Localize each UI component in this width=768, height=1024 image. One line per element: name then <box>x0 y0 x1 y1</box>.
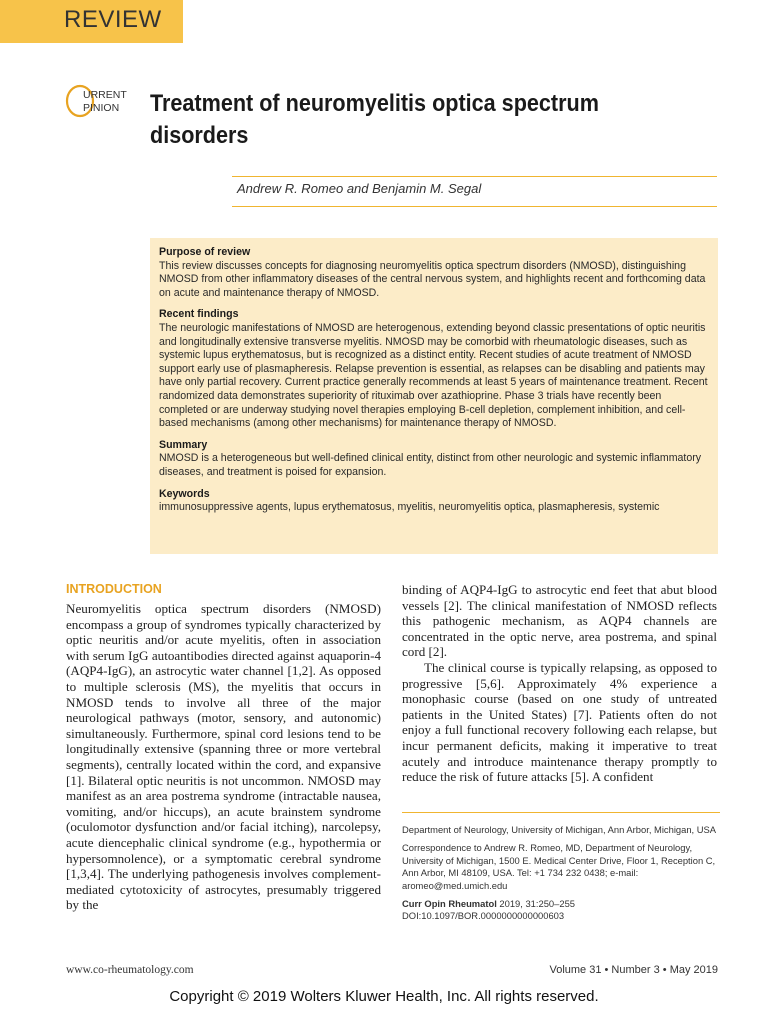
keywords-text: immunosuppressive agents, lupus erythematosus, myelitis, neuromyelitis optica, plasmapheresis, systemic <box>159 501 660 514</box>
article-title: Treatment of neuromyelitis optica spectrum disorders <box>150 90 599 149</box>
findings-heading: Recent findings <box>159 308 239 321</box>
citation-line <box>402 898 720 910</box>
correspondence-text: Correspondence to Andrew R. Romeo, MD, Department of Neurology, University of Michigan, 1500 E. Medical Center Drive, Floor 1, Reception C, Ann Arbor, MI 48109, USA. Tel: +1 734 232 0438; e-mail: aromeo@med.umich.edu <box>402 842 716 891</box>
journal-website-link[interactable]: www.co-rheumatology.com <box>66 964 194 976</box>
summary-heading: Summary <box>159 438 208 451</box>
findings-text: The neurologic manifestations of NMOSD are heterogenous, extending beyond classic presentations of optic neuritis and longitudinally extensive transverse myelitis. NMOSD may be comorbid with rheumatologic diseases, such as systemic lupus erythematosus, but is recognized as a distinct entity. Recent studies of acute treatment of NMOSD support early use of plasmapheresis. Relapse prevention is essential, as relapses can be disabling and patients may have only partial recovery. Current practice generally recommends at least 5 years of maintenance treatment. Recent randomized data demonstrates superiority of rituximab over azathioprine. Phase 3 trials have recently been completed or are underway studying novel therapies employing B-cell depletion, complement inhibition, and cell-based mechanisms (among other mechanisms) for maintenance therapy of NMOSD. <box>159 321 708 430</box>
body-column-left <box>66 582 381 913</box>
purpose-heading: Purpose of review <box>159 246 251 258</box>
svg-text:URRENT: URRENT <box>83 89 127 101</box>
body-column-right <box>402 582 717 785</box>
keywords-heading: Keywords <box>159 487 210 500</box>
section-tab <box>0 0 183 43</box>
author-rule-top <box>232 176 717 177</box>
body-paragraph: binding of AQP4-IgG to astrocytic end feet that abut blood vessels [2]. The clinical manifestation of NMOSD reflects this pathogenic mechanism, as AQP4 channels are concentrated in the optic nerve, area postrema, and spinal cord [2]. <box>402 582 717 660</box>
issue-info: Volume 31 • Number 3 • May 2019 <box>549 964 718 976</box>
copyright-notice: Copyright © 2019 Wolters Kluwer Health, Inc. All rights reserved. <box>169 988 599 1005</box>
journal-name: Curr Opin Rheumatol <box>402 898 497 910</box>
introduction-heading: INTRODUCTION <box>66 582 162 596</box>
citation-details: 2019, 31:250–255 <box>499 898 576 910</box>
affiliation-rule <box>402 812 720 813</box>
author-rule-bottom <box>232 206 717 207</box>
abstract-box <box>150 238 718 554</box>
purpose-text: This review discusses concepts for diagnosing neuromyelitis optica spectrum disorders (NMOSD), distinguishing NMOSD from other inflammatory diseases of the central nervous system, and highlights recent and forthcoming data on acute and maintenance therapy of NMOSD. <box>159 259 706 299</box>
summary-text: NMOSD is a heterogeneous but well-defined clinical entity, distinct from other neurologic and systemic inflammatory diseases, and treatment is poised for expansion. <box>159 452 702 478</box>
department-text: Department of Neurology, University of Michigan, Ann Arbor, Michigan, USA <box>402 824 717 835</box>
author-list: Andrew R. Romeo and Benjamin M. Segal <box>237 181 482 196</box>
svg-text:PINION: PINION <box>83 102 120 114</box>
section-label: REVIEW <box>64 6 162 33</box>
affiliation-block <box>402 824 720 923</box>
intro-paragraph: Neuromyelitis optica spectrum disorders (NMOSD) encompass a group of syndromes typically characterized by optic neuritis and/or acute myelitis, often in association with serum IgG autoantibodies directed against aquaporin-4 (AQP4-IgG), an astrocytic water channel [1,2]. As opposed to multiple sclerosis (MS), the myelitis that occurs in NMOSD tends to involve all three of the major neurological pathways (motor, sensory, and autonomic) simultaneously. Furthermore, spinal cord lesions tend to be longitudinally extensive (spanning three or more vertebral segments), centrally located within the cord, and expansive [1]. Bilateral optic neuritis is not uncommon. NMOSD may manifest as an area postrema syndrome (intractable nausea, vomiting, and/or hiccups), an acute brainstem syndrome (oculomotor dysfunction and/or facial itching), narcolepsy, acute diencephalic clinical syndrome (e.g., hypothermia or hypersomnolence), or a symptomatic cerebral syndrome [1,3,4]. The underlying pathogenesis involves complement-mediated cytotoxicity of astrocytes, presumably triggered by the <box>66 601 381 913</box>
current-opinion-logo <box>64 83 134 119</box>
doi-link[interactable]: DOI:10.1097/BOR.0000000000000603 <box>402 910 565 922</box>
body-paragraph: The clinical course is typically relapsing, as opposed to progressive [5,6]. Approximately 4% experience a monophasic course (based on one study of untreated patients in the United States) [7]. Patients often do not enjoy a full functional recovery following each relapse, but incur permanent deficits, making it imperative to treat acutely and introduce maintenance therapy promptly to reduce the risk of future attacks [5]. A confident <box>402 659 717 785</box>
